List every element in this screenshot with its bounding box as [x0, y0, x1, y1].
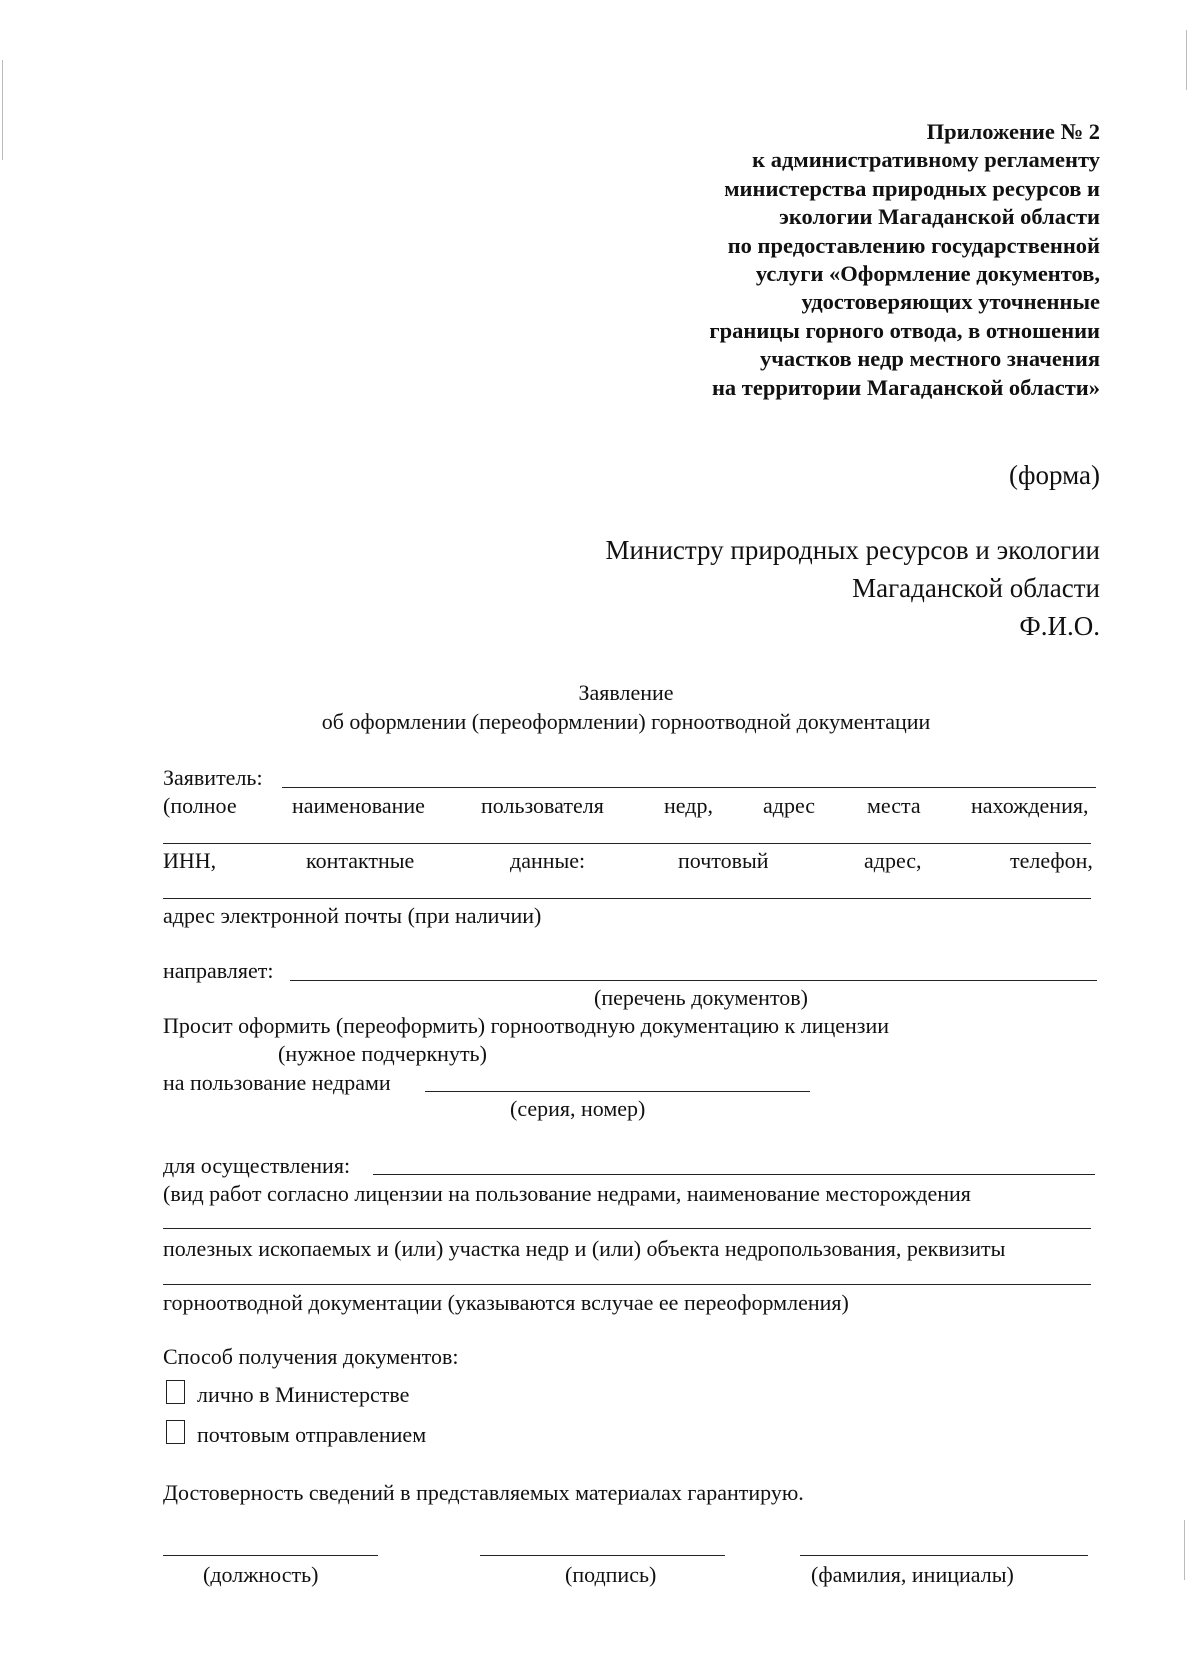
applicant-hint-word: пользователя	[481, 793, 604, 818]
form-label: (форма)	[1009, 460, 1100, 490]
position-field-line[interactable]	[163, 1555, 378, 1556]
name-hint: (фамилия, инициалы)	[811, 1562, 1014, 1587]
applicant-hint-word: (полное	[163, 793, 237, 818]
appendix-line: Приложение № 2	[926, 119, 1100, 144]
underline-hint: (нужное подчеркнуть)	[278, 1041, 487, 1066]
applicant-hint-word: недр,	[664, 793, 713, 818]
applicant-hint-word: места	[867, 793, 921, 818]
applicant-hint-word: ИНН,	[163, 848, 217, 873]
applicant-field-line[interactable]	[282, 787, 1096, 788]
name-field-line[interactable]	[800, 1555, 1088, 1556]
appendix-line: удостоверяющих уточненные	[801, 289, 1100, 315]
purpose-field-line[interactable]	[373, 1174, 1095, 1175]
appendix-header	[580, 118, 1100, 402]
purpose-label: для осуществления:	[163, 1153, 351, 1178]
guarantee-text: Достоверность сведений в представляемых материалах гарантирую.	[163, 1480, 804, 1505]
option-by-mail-checkbox[interactable]	[166, 1420, 185, 1444]
addressee-line-2: Магаданской области	[852, 573, 1100, 603]
option-in-person-checkbox[interactable]	[166, 1380, 185, 1404]
signature-hint: (подпись)	[565, 1562, 657, 1587]
addressee-line-3: Ф.И.О.	[1019, 611, 1100, 641]
signature-field-line[interactable]	[480, 1555, 725, 1556]
license-hint: (серия, номер)	[510, 1096, 646, 1121]
document-subtitle: об оформлении (переоформлении) горноотводной документации	[321, 709, 931, 734]
purpose-hint-3: горноотводной документации (указываются вслучае ее переоформления)	[163, 1290, 849, 1315]
position-hint: (должность)	[203, 1562, 319, 1587]
purpose-hint-2: полезных ископаемых и (или) участка недр и (или) объекта недропользования, реквизиты	[163, 1236, 1006, 1261]
sends-label: направляет:	[163, 958, 274, 983]
appendix-line: министерства природных ресурсов и	[724, 175, 1100, 201]
applicant-hint-word: контактные	[306, 848, 415, 873]
appendix-line: участков недр местного значения	[759, 346, 1100, 372]
scan-edge-right-bottom	[1184, 1520, 1185, 1580]
sends-field-line[interactable]	[290, 980, 1097, 981]
appendix-line: к административному регламенту	[752, 147, 1100, 173]
applicant-hint-word: наименование	[292, 793, 425, 818]
appendix-line: услуги «Оформление документов,	[755, 261, 1100, 287]
purpose-hint-1: (вид работ согласно лицензии на пользование недрами, наименование месторождения	[163, 1181, 971, 1206]
appendix-line: на территории Магаданской области»	[711, 374, 1100, 400]
option-in-person-label: лично в Министерстве	[197, 1382, 410, 1407]
applicant-label: Заявитель:	[163, 765, 263, 790]
applicant-field-line-2[interactable]	[163, 843, 1091, 844]
addressee-line-1: Министру природных ресурсов и экологии	[605, 535, 1100, 565]
purpose-field-line-3[interactable]	[163, 1284, 1091, 1285]
appendix-line: экологии Магаданской области	[779, 204, 1100, 230]
license-field-line[interactable]	[425, 1091, 810, 1092]
scan-edge-right	[1186, 30, 1187, 90]
applicant-hint-email: адрес электронной почты (при наличии)	[163, 903, 542, 928]
sends-hint: (перечень документов)	[594, 985, 808, 1010]
applicant-hint-word: данные:	[510, 848, 586, 873]
applicant-hint-word: адрес	[763, 793, 816, 818]
receipt-label: Способ получения документов:	[163, 1344, 459, 1369]
appendix-line: границы горного отвода, в отношении	[709, 317, 1100, 343]
applicant-hint-word: почтовый	[678, 848, 769, 873]
license-label: на пользование недрами	[163, 1070, 391, 1095]
request-text: Просит оформить (переоформить) горноотводную документацию к лицензии	[163, 1013, 890, 1038]
applicant-field-line-3[interactable]	[163, 898, 1091, 899]
applicant-hint-word: адрес,	[864, 848, 922, 873]
option-by-mail-label: почтовым отправлением	[197, 1422, 427, 1447]
document-title: Заявление	[578, 680, 674, 705]
scan-edge-left	[2, 60, 3, 160]
applicant-hint-word: телефон,	[1010, 848, 1093, 873]
appendix-line: по предоставлению государственной	[727, 232, 1100, 258]
applicant-hint-word: нахождения,	[971, 793, 1089, 818]
purpose-field-line-2[interactable]	[163, 1228, 1091, 1229]
